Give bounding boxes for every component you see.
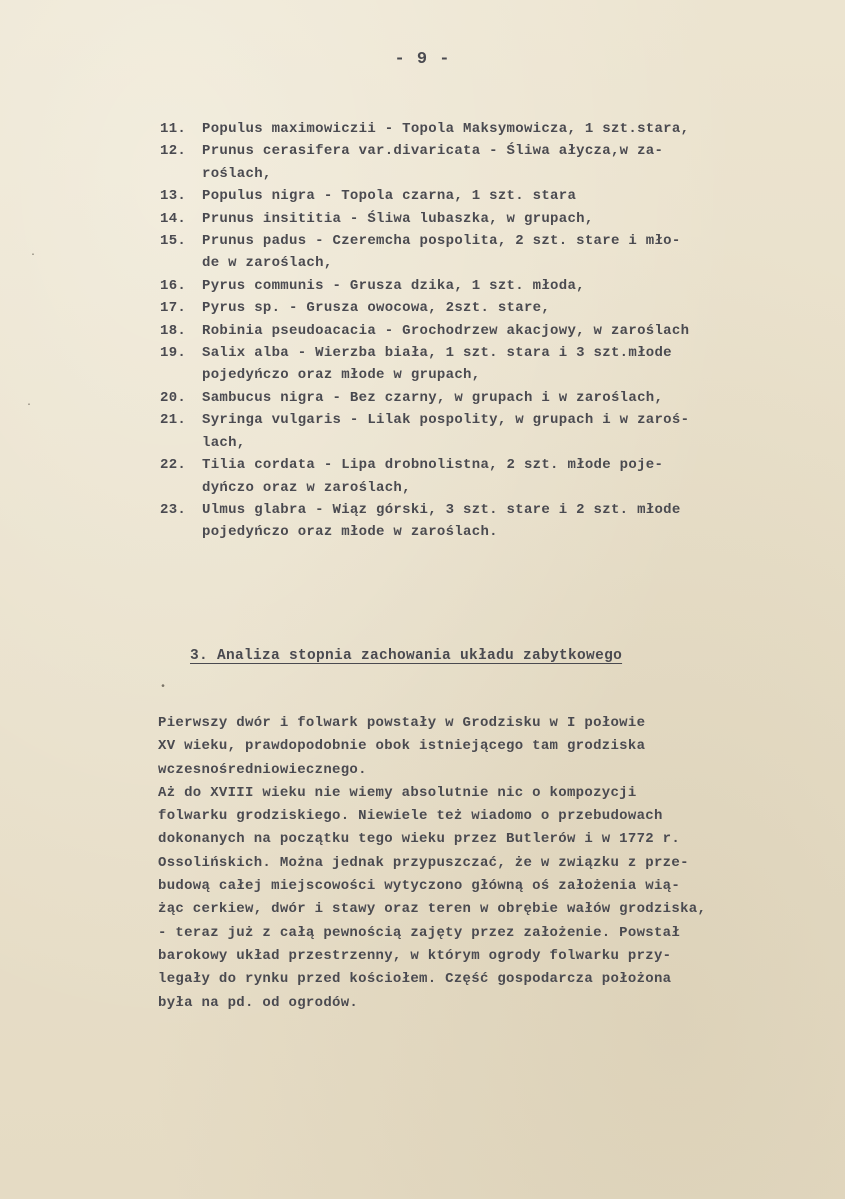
species-list [160,118,820,544]
list-item-number: 14. [160,210,187,227]
list-item [160,118,820,140]
section-heading: 3. Analiza stopnia zachowania układu zabytkowego [190,648,623,664]
list-item-number: 22. [160,457,187,474]
list-item-number: 17. [160,300,187,317]
paragraph: Aż do XVIII wieku nie wiemy absolutnie nic o kompozycji folwarku grodziskiego. Niewiele też wiadomo o przebudowach dokonanych na początku tego wieku przez Butlerów i w 1772 r. Ossolińskich. Można jednak przypuszczać, że w związku z prze- budową całej miejscowości wytyczono główną oś założenia wią- żąc cerkiew, dwór i stawy oraz teren w obrębie wałów grodziska, - teraz już z całą pewnością zajęty przez założenie. Powstał barokowy układ przestrzenny, w którym ogrody folwarku przy- legały do rynku przed kościołem. Część gospodarcza położona była na pd. od ogrodów. [158,784,707,1011]
list-item [160,320,820,342]
list-item [160,342,820,387]
list-item [160,454,820,499]
list-item-text: Populus nigra - Topola czarna, 1 szt. stara [202,188,577,205]
list-item [160,140,820,185]
margin-dot-mark: • [160,682,167,693]
list-item-number: 11. [160,121,187,137]
page-number: - 9 - [394,50,451,69]
list-item-text: Populus maximowiczii - Topola Maksymowicza, 1 szt.stara, [202,121,690,137]
list-item-number: 18. [160,322,187,339]
list-item [160,185,820,207]
list-item-text: Pyrus sp. - Grusza owocowa, 2szt. stare, [202,300,551,317]
list-item-text: Tilia cordata - Lipa drobnolistna, 2 szt. młode poje- dyńczo oraz w zaroślach, [202,457,664,496]
list-item-text: Ulmus glabra - Wiąz górski, 3 szt. stare i 2 szt. młode pojedyńczo oraz młode w zaroślach. [202,501,681,541]
body-text [158,712,828,1015]
list-item-number: 13. [160,188,187,205]
list-item-text: Prunus insititia - Śliwa lubaszka, w grupach, [202,210,594,227]
list-item-text: Robinia pseudoacacia - Grochodrzew akacjowy, w zaroślach [202,322,690,339]
list-item [160,387,820,409]
list-item-text: Syringa vulgaris - Lilak pospolity, w grupach i w zaroś- lach, [202,412,690,451]
list-item-number: 16. [160,277,187,294]
list-item [160,208,820,230]
list-item-text: Sambucus nigra - Bez czarny, w grupach i w zaroślach, [202,389,664,406]
list-item [160,297,820,319]
list-item-text: Pyrus communis - Grusza dzika, 1 szt. młoda, [202,277,585,294]
list-item [160,499,820,544]
list-item-text: Salix alba - Wierzba biała, 1 szt. stara i 3 szt.młode pojedyńczo oraz młode w grupach, [202,345,672,384]
list-item-number: 15. [160,233,187,250]
list-item-number: 20. [160,389,187,406]
list-item [160,409,820,454]
list-item [160,230,820,275]
list-item [160,275,820,297]
margin-speck-mark: · [26,400,33,411]
list-item-text: Prunus padus - Czeremcha pospolita, 2 szt. stare i mło- de w zaroślach, [202,233,681,272]
list-item-number: 21. [160,412,187,429]
paragraph: Pierwszy dwór i folwark powstały w Grodzisku w I połowie XV wieku, prawdopodobnie obok istniejącego tam grodziska wczesnośredniowiecznego. [158,715,646,778]
list-item-number: 19. [160,345,187,362]
list-item-text: Prunus cerasifera var.divaricata - Śliwa ałycza,w za- roślach, [202,143,664,182]
list-item-number: 12. [160,143,187,160]
margin-speck-mark: · [30,250,37,261]
list-item-number: 23. [160,501,187,518]
